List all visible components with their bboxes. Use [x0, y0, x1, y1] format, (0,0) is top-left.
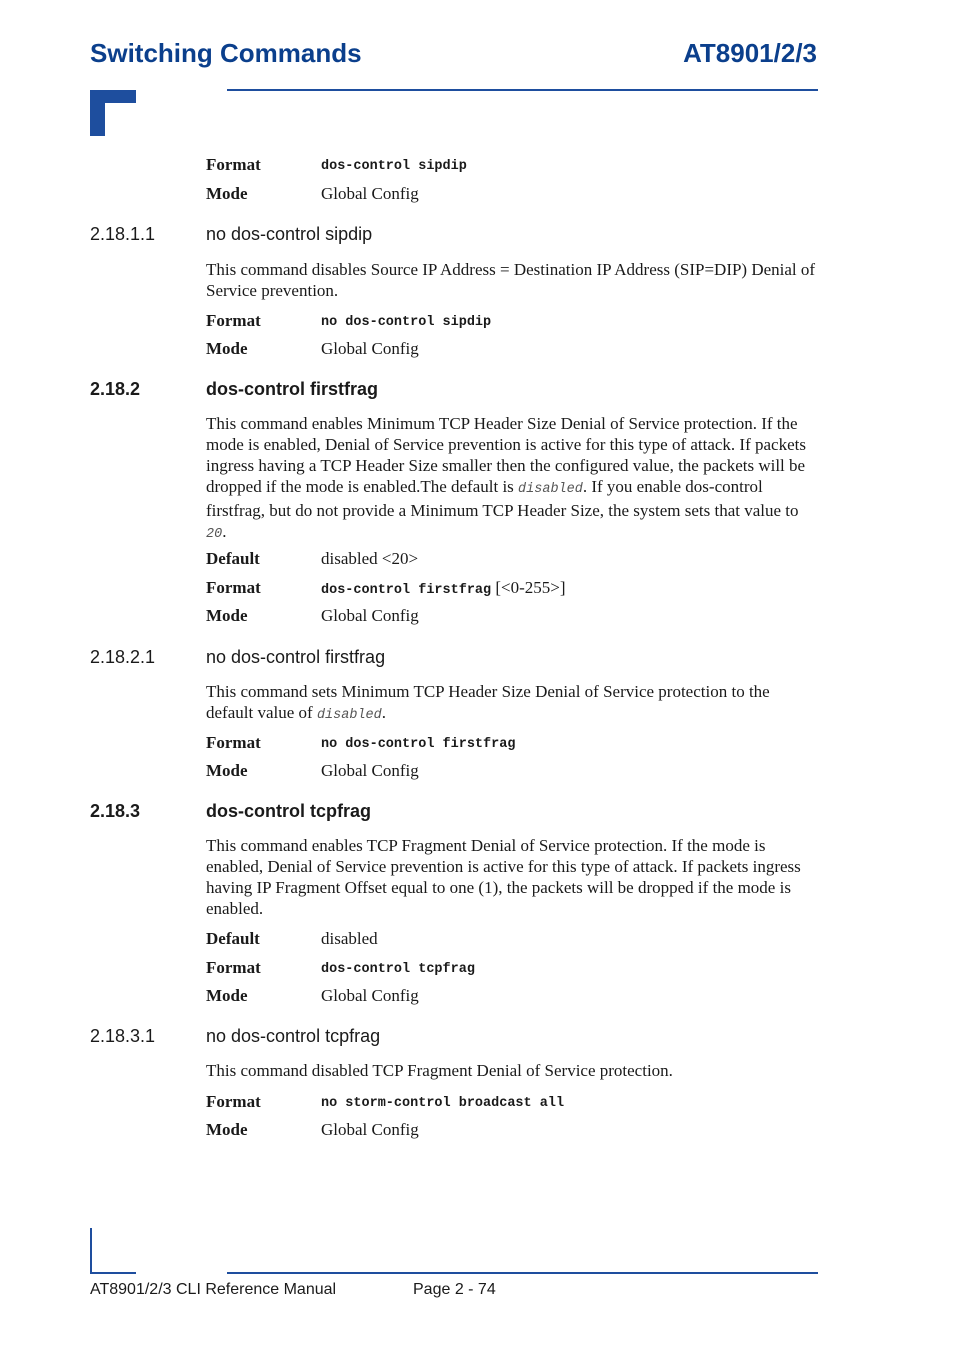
mode-value: Global Config: [321, 986, 419, 1005]
format-label: Format: [206, 311, 261, 330]
mode-value: Global Config: [321, 1120, 419, 1139]
default-label: Default: [206, 549, 260, 568]
inline-code: disabled: [518, 482, 583, 497]
section-description: This command disabled TCP Fragment Denial of Service protection.: [206, 1061, 673, 1080]
mode-label: Mode: [206, 339, 248, 358]
format-value: no storm-control broadcast all: [321, 1096, 565, 1111]
format-label: Format: [206, 1092, 261, 1111]
mode-label: Mode: [206, 184, 248, 203]
section-description: This command enables TCP Fragment Denial of Service protection. If the mode is enabled, Denial of Service prevention is active for this type of attack. If packets ingress having IP Fragment Offset equal to one (1), the packets will be dropped if the mode is enabled.: [206, 836, 801, 918]
format-label: Format: [206, 155, 261, 174]
section-title: no dos-control firstfrag: [206, 647, 386, 667]
section-number: 2.18.3.1: [90, 1026, 156, 1046]
section-title: dos-control firstfrag: [206, 379, 379, 399]
format-value: dos-control firstfrag [<0-255>]: [321, 578, 566, 598]
section-title: dos-control tcpfrag: [206, 801, 371, 821]
format-value: dos-control sipdip: [321, 159, 467, 174]
format-label: Format: [206, 578, 261, 597]
inline-code: 20: [206, 527, 223, 542]
corner-mark-bottom: [90, 1228, 136, 1274]
section-number: 2.18.2.1: [90, 647, 156, 667]
format-value: no dos-control sipdip: [321, 315, 492, 330]
section-description: This command disables Source IP Address = Destination IP Address (SIP=DIP) Denial of Service prevention.: [206, 260, 816, 300]
section-number: 2.18.3: [90, 801, 141, 821]
format-label: Format: [206, 958, 261, 977]
section-number: 2.18.1.1: [90, 224, 156, 244]
section-description: This command enables Minimum TCP Header Size Denial of Service protection. If the mode is enabled, Denial of Service prevention is active for this type of attack. If packets ingress having a TCP Header Size smaller then the configured value, the packets will be dropped if the mode is enabled.The default is disabled. If you enable dos-control firstfrag, but do not provide a Minimum TCP Header Size, the system sets that value to 20.: [206, 414, 806, 542]
format-label: Format: [206, 733, 261, 752]
mode-label: Mode: [206, 606, 248, 625]
default-value: disabled: [321, 929, 378, 948]
mode-value: Global Config: [321, 606, 419, 625]
footer-rule: [227, 1272, 818, 1274]
mode-value: Global Config: [321, 184, 419, 203]
header-rule: [227, 89, 818, 91]
default-label: Default: [206, 929, 260, 948]
inline-code: disabled: [316, 708, 382, 723]
mode-label: Mode: [206, 1120, 248, 1139]
format-value: dos-control tcpfrag: [321, 962, 475, 977]
corner-mark-top: [90, 90, 136, 136]
format-value: no dos-control firstfrag: [321, 737, 516, 752]
section-title: no dos-control tcpfrag: [206, 1026, 381, 1046]
header-product: AT8901/2/3: [683, 38, 817, 68]
mode-value: Global Config: [321, 761, 419, 780]
section-title: no dos-control sipdip: [206, 224, 373, 244]
mode-label: Mode: [206, 986, 248, 1005]
mode-label: Mode: [206, 761, 248, 780]
section-number: 2.18.2: [90, 379, 141, 399]
section-description: This command sets Minimum TCP Header Size Denial of Service protection to the default value of disabled.: [206, 682, 770, 723]
header-title: Switching Commands: [90, 38, 362, 68]
mode-value: Global Config: [321, 339, 419, 358]
footer-page-number: Page 2 - 74: [413, 1281, 496, 1298]
footer-manual-title: AT8901/2/3 CLI Reference Manual: [90, 1281, 337, 1298]
default-value: disabled <20>: [321, 549, 419, 568]
